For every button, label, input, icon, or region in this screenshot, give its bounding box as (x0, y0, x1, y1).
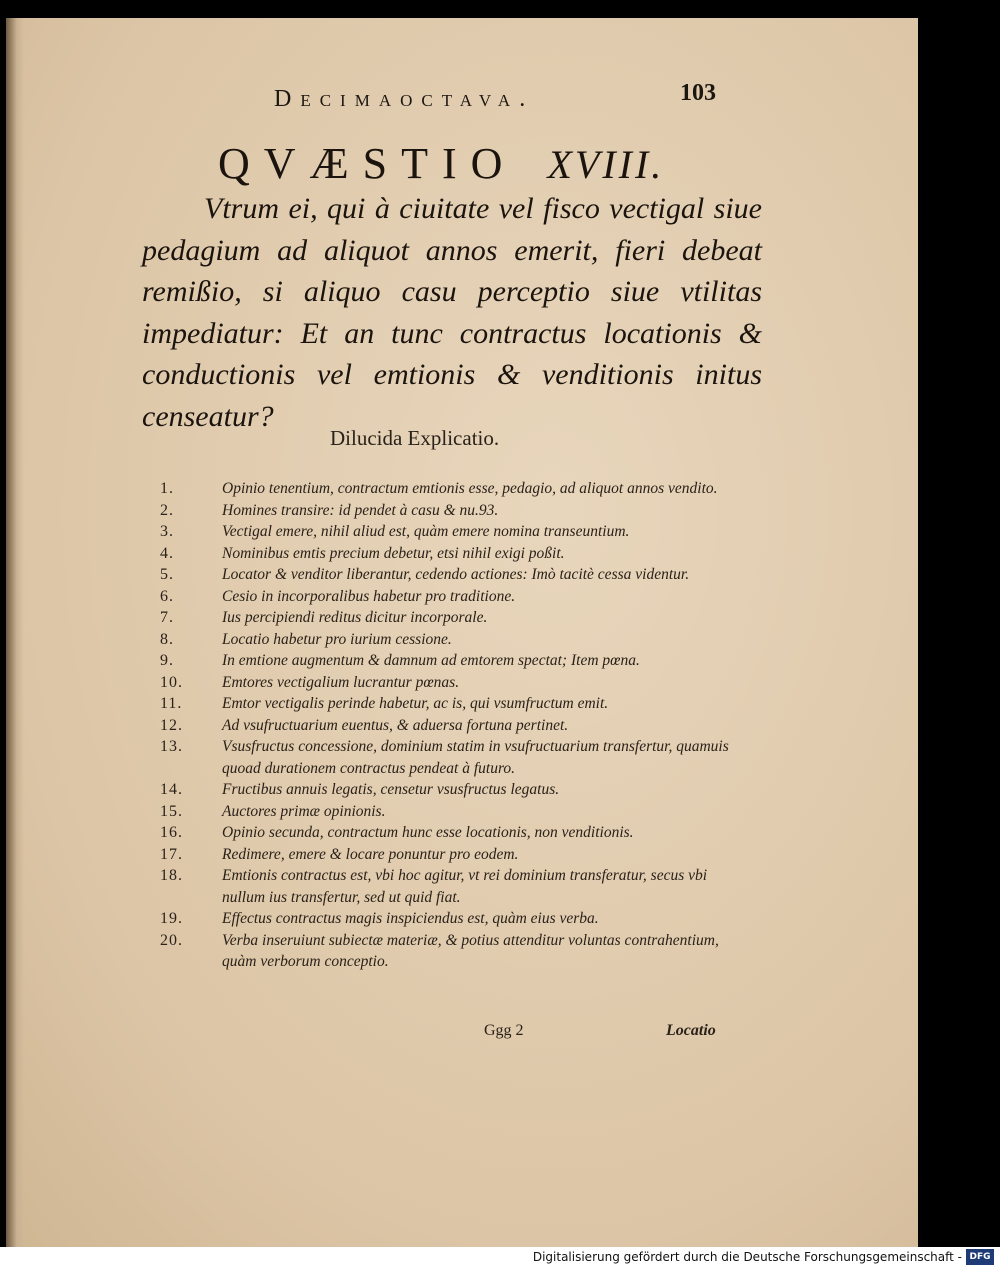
summary-item (156, 865, 741, 908)
summary-number: 18. (160, 867, 183, 884)
summary-number: 13. (160, 738, 183, 755)
page-number: 103 (680, 80, 716, 106)
summary-item (156, 822, 741, 844)
page-gutter-shadow (6, 18, 24, 1248)
summary-item (156, 908, 741, 930)
summary-number: 5. (160, 566, 174, 583)
summary-text: Ad vsufructuarium euentus, & aduersa fortuna pertinet. (222, 716, 569, 734)
summary-number: 3. (160, 523, 174, 540)
summary-text: Nominibus emtis precium debetur, etsi nihil exigi poßit. (222, 544, 565, 562)
summary-list (156, 478, 741, 973)
summary-number: 2. (160, 501, 174, 519)
summary-number: 14. (160, 781, 183, 798)
summary-item (156, 629, 741, 651)
summary-item (156, 715, 741, 737)
summary-item (156, 521, 741, 543)
summary-text: Ius percipiendi reditus dicitur incorporale. (222, 609, 488, 626)
summary-text: Opinio secunda, contractum hunc esse locationis, non venditionis. (222, 824, 634, 841)
quaestio-label: QVÆSTIO (218, 139, 517, 188)
summary-number: 10. (160, 673, 183, 691)
quaestio-number: XVIII. (547, 142, 665, 187)
summary-text: Vsusfructus concessione, dominium statim in vsufructuarium transfertur, quamuis quoad durationem contractus pendeat à futuro. (222, 738, 729, 777)
summary-number: 19. (160, 910, 183, 927)
summary-text: Emtionis contractus est, vbi hoc agitur, vt rei dominium transferatur, secus vbi nullum ius transfertur, sed ut quid fiat. (222, 867, 708, 906)
summary-item (156, 801, 741, 823)
summary-item (156, 650, 741, 672)
summary-item (156, 779, 741, 801)
summary-text: Auctores primæ opinionis. (222, 802, 386, 820)
summary-number: 20. (160, 931, 183, 949)
summary-number: 8. (160, 630, 174, 648)
summary-number: 9. (160, 652, 174, 669)
summary-text: Cesio in incorporalibus habetur pro traditione. (222, 587, 516, 605)
summary-number: 11. (160, 695, 183, 712)
summary-number: 6. (160, 587, 174, 605)
summary-item (156, 844, 741, 866)
summary-item (156, 564, 741, 586)
summary-item (156, 672, 741, 694)
summary-item (156, 586, 741, 608)
summary-text: Locatio habetur pro iurium cessione. (222, 630, 452, 648)
summary-text: Fructibus annuis legatis, censetur vsusfructus legatus. (222, 781, 560, 798)
summary-text: In emtione augmentum & damnum ad emtorem spectat; Item pœna. (222, 652, 640, 669)
footer-bar (0, 1247, 1000, 1269)
catchword: Locatio (666, 1022, 716, 1039)
summary-number: 4. (160, 544, 174, 562)
summary-item (156, 736, 741, 779)
dfg-logo: DFG (966, 1249, 994, 1265)
summary-text: Locator & venditor liberantur, cedendo actiones: Imò tacitè cessa videntur. (222, 566, 690, 583)
summary-item (156, 607, 741, 629)
summary-item (156, 543, 741, 565)
summary-text: Homines transire: id pendet à casu & nu.93. (222, 501, 499, 519)
summary-text: Effectus contractus magis inspiciendus est, quàm eius verba. (222, 910, 599, 927)
summary-item (156, 930, 741, 973)
summary-text: Emtor vectigalis perinde habetur, ac is, qui vsumfructum emit. (222, 695, 609, 712)
running-head: Decimaoctava. (274, 86, 535, 112)
summary-item (156, 478, 741, 500)
summary-text: Vectigal emere, nihil aliud est, quàm emere nomina transeuntium. (222, 523, 630, 540)
summary-text: Verba inseruiunt subiectæ materiæ, & potius attenditur voluntas contrahentium, quàm verborum conceptio. (222, 931, 719, 970)
summary-text: Opinio tenentium, contractum emtionis esse, pedagio, ad aliquot annos vendito. (222, 480, 718, 497)
printer-signature: Ggg 2 (484, 1022, 524, 1039)
summary-number: 1. (160, 480, 174, 497)
summary-item (156, 500, 741, 522)
summary-number: 17. (160, 845, 183, 863)
summary-text: Emtores vectigalium lucrantur pœnas. (222, 673, 460, 691)
summary-number: 15. (160, 802, 183, 820)
funding-notice: Digitalisierung gefördert durch die Deutsche Forschungsgemeinschaft - (532, 1250, 962, 1264)
summary-number: 12. (160, 716, 183, 734)
section-subtitle: Dilucida Explicatio. (330, 426, 500, 450)
quaestio-heading (218, 138, 664, 194)
question-text: Vtrum ei, qui à ciuitate vel fisco vectigal siue pedagium ad aliquot annos emerit, fieri debeat remißio, si aliquo casu perceptio siue vtilitas impediatur: Et an tunc contractus locationis & conductionis vel emtionis & venditionis initus censeatur? (142, 192, 762, 433)
summary-number: 16. (160, 824, 183, 841)
book-page (6, 18, 918, 1248)
summary-text: Redimere, emere & locare ponuntur pro eodem. (222, 845, 519, 863)
summary-number: 7. (160, 609, 174, 626)
summary-item (156, 693, 741, 715)
